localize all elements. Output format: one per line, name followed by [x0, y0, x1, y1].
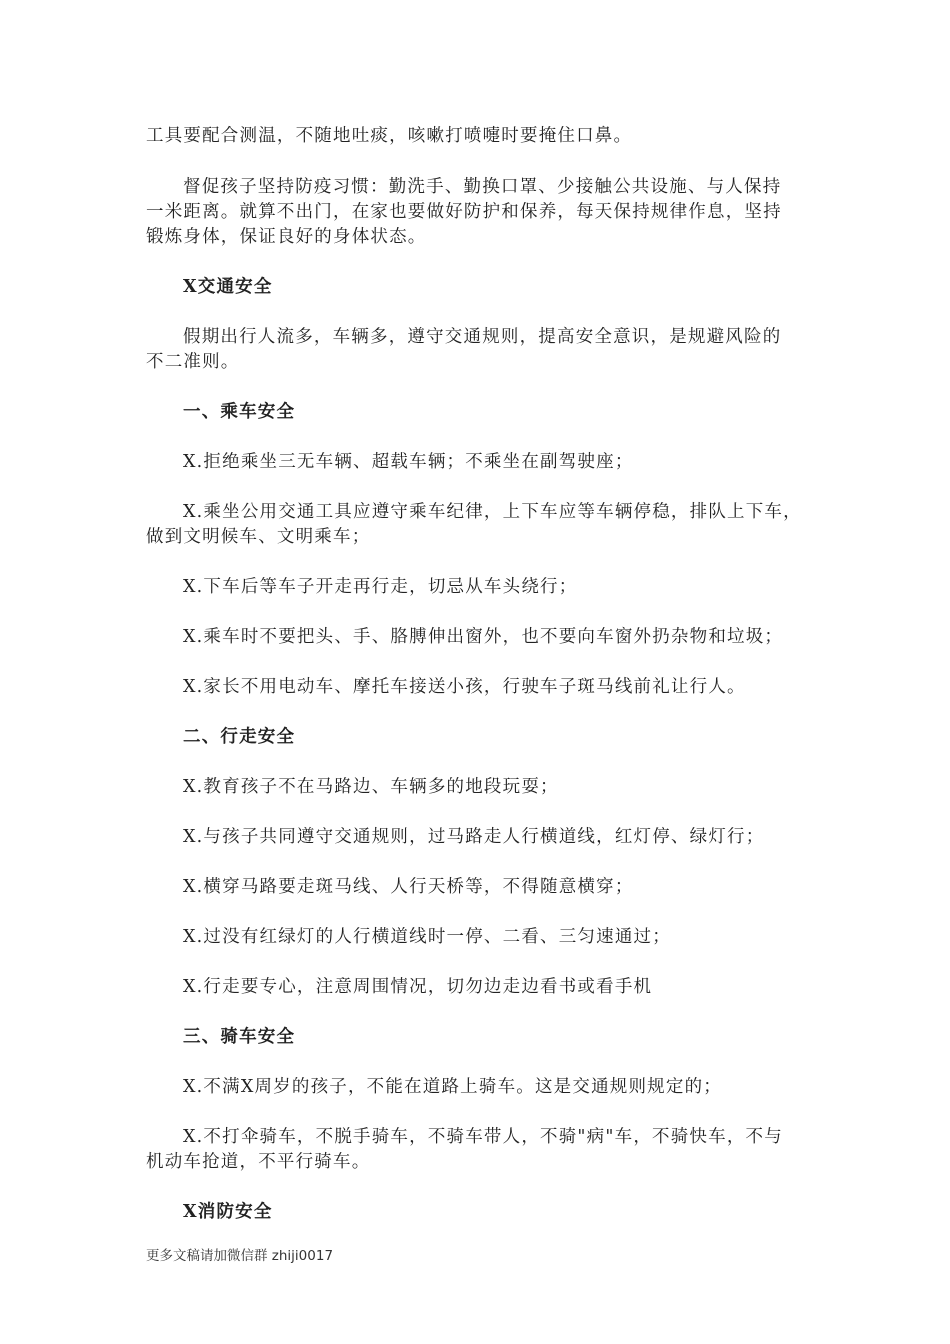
list-item: X.乘车时不要把头、手、胳膊伸出窗外，也不要向车窗外扔杂物和垃圾；: [183, 627, 784, 647]
list-item: X.过没有红绿灯的人行横道线时一停、二看、三匀速通过；: [183, 927, 671, 947]
list-item: X.横穿马路要走斑马线、人行天桥等，不得随意横穿；: [183, 877, 634, 897]
list-item: X.拒绝乘坐三无车辆、超载车辆；不乘坐在副驾驶座；: [183, 452, 634, 472]
body-text-line: 督促孩子坚持防疫习惯：勤洗手、勤换口罩、少接触公共设施、与人保持: [183, 177, 782, 197]
body-text-line: 假期出行人流多，车辆多，遵守交通规则，提高安全意识，是规避风险的: [183, 327, 782, 347]
section-heading: X消防安全: [183, 1202, 273, 1222]
list-item: X.下车后等车子开走再行走，切忌从车头绕行；: [183, 577, 578, 597]
list-item: X.乘坐公用交通工具应遵守乘车纪律，上下车应等车辆停稳，排队上下车，: [183, 502, 802, 522]
section-heading: X交通安全: [183, 277, 273, 297]
body-text-line: 锻炼身体，保证良好的身体状态。: [146, 227, 427, 247]
subsection-heading: 三、骑车安全: [183, 1027, 296, 1047]
subsection-heading: 一、乘车安全: [183, 402, 296, 422]
list-item: X.不打伞骑车，不脱手骑车，不骑车带人，不骑"病"车，不骑快车，不与: [183, 1127, 783, 1147]
page-footer: 更多文稿请加微信群 zhiji0017: [146, 1248, 334, 1264]
body-text-line: 工具要配合测温，不随地吐痰，咳嗽打喷嚏时要掩住口鼻。: [146, 126, 633, 146]
list-item: X.不满X周岁的孩子，不能在道路上骑车。这是交通规则规定的；: [183, 1077, 722, 1097]
body-text-line: 一米距离。就算不出门，在家也要做好防护和保养，每天保持规律作息，坚持: [146, 202, 782, 222]
list-item: X.行走要专心，注意周围情况，切勿边走边看书或看手机: [183, 977, 653, 997]
list-item: X.家长不用电动车、摩托车接送小孩，行驶车子斑马线前礼让行人。: [183, 677, 746, 697]
list-item: X.与孩子共同遵守交通规则，过马路走人行横道线，红灯停、绿灯行；: [183, 827, 765, 847]
list-item-continuation: 机动车抢道，不平行骑车。: [146, 1152, 371, 1172]
list-item: X.教育孩子不在马路边、车辆多的地段玩耍；: [183, 777, 559, 797]
body-text-line: 不二准则。: [146, 352, 240, 372]
subsection-heading: 二、行走安全: [183, 727, 296, 747]
list-item-continuation: 做到文明候车、文明乘车；: [146, 527, 371, 547]
